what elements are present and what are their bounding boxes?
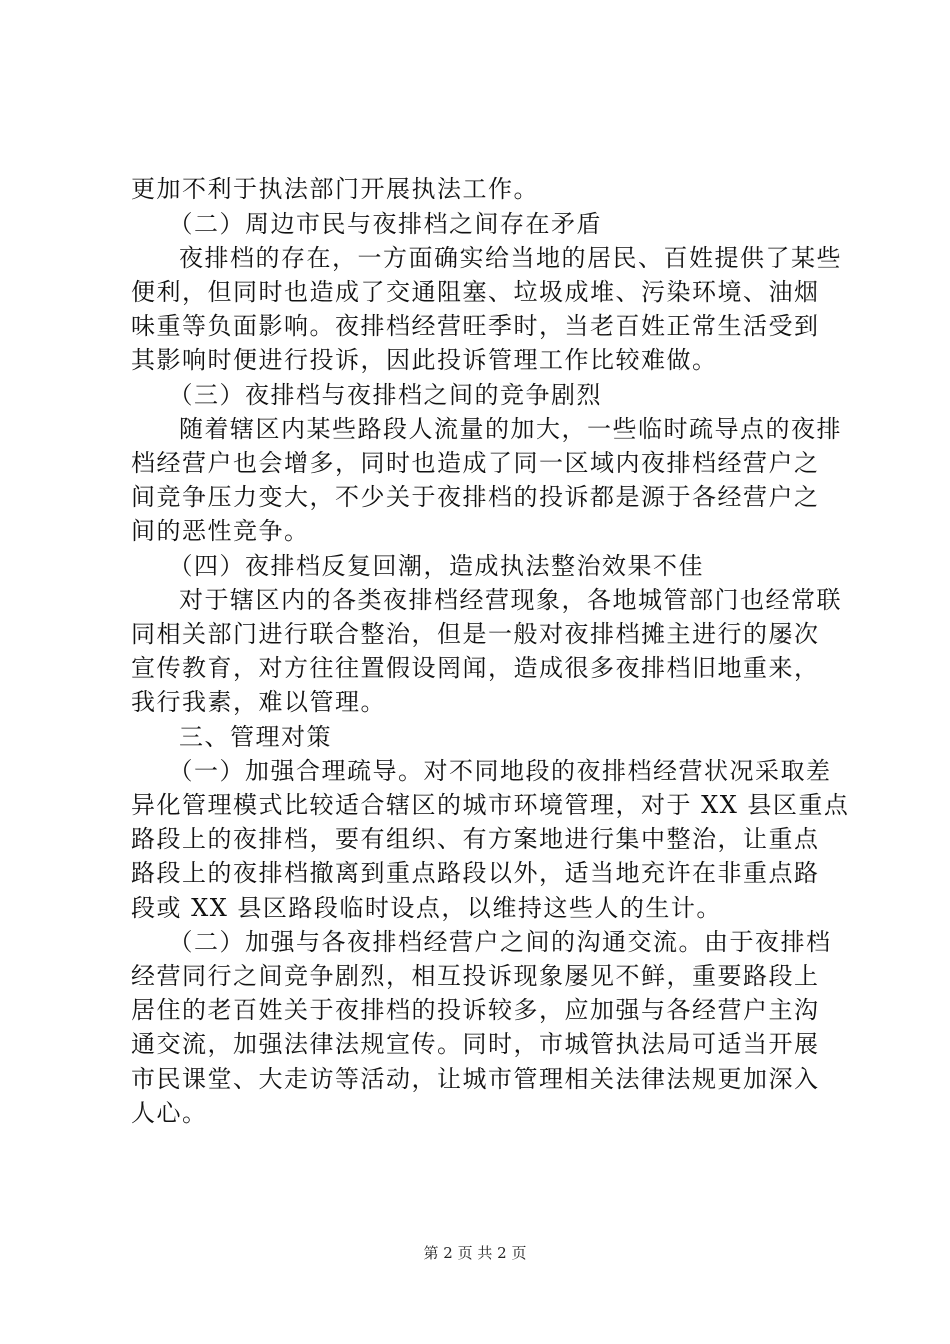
text-line: 异化管理模式比较适合辖区的城市环境管理，对于 XX 县区重点 (131, 791, 850, 819)
text-line: （一）加强合理疏导。对不同地段的夜排档经营状况采取差 (155, 757, 832, 785)
page-number: 第 2 页 共 2 页 (423, 1244, 527, 1262)
chapter-heading: 三、管理对策 (179, 723, 332, 751)
text-line: 段或 XX 县区路段临时设点，以维持这些人的生计。 (131, 894, 722, 922)
text-line: 味重等负面影响。夜排档经营旺季时，当老百姓正常生活受到 (131, 312, 820, 340)
section-heading: （二）周边市民与夜排档之间存在矛盾 (155, 210, 602, 238)
text-line: 宣传教育，对方往往置假设罔闻，造成很多夜排档旧地重来， (131, 654, 820, 682)
text-line: 通交流，加强法律法规宣传。同时，市城管执法局可适当开展 (131, 1030, 820, 1058)
text-line: 路段上的夜排档撤离到重点路段以外，适当地充许在非重点路 (131, 859, 820, 887)
text-line: 同相关部门进行联合整治，但是一般对夜排档摊主进行的屡次 (131, 620, 820, 648)
text-line: 更加不利于执法部门开展执法工作。 (131, 175, 539, 203)
text-line: 间竞争压力变大，不少关于夜排档的投诉都是源于各经营户之 (131, 483, 820, 511)
text-line: 市民课堂、大走访等活动，让城市管理相关法律法规更加深入 (131, 1065, 820, 1093)
text-line: 路段上的夜排档，要有组织、有方案地进行集中整治，让重点 (131, 825, 820, 853)
text-line: 其影响时便进行投诉，因此投诉管理工作比较难做。 (131, 346, 718, 374)
text-line: 居住的老百姓关于夜排档的投诉较多，应加强与各经营户主沟 (131, 996, 820, 1024)
text-line: 档经营户也会增多，同时也造成了同一区域内夜排档经营户之 (131, 449, 820, 477)
text-line: 间的恶性竞争。 (131, 517, 310, 545)
text-line: 对于辖区内的各类夜排档经营现象，各地城管部门也经常联 (179, 586, 842, 614)
text-line: 便利，但同时也造成了交通阻塞、垃圾成堆、污染环境、油烟 (131, 278, 820, 306)
text-line: 随着辖区内某些路段人流量的加大，一些临时疏导点的夜排 (179, 415, 842, 443)
text-line: 夜排档的存在，一方面确实给当地的居民、百姓提供了某些 (179, 244, 842, 272)
text-line: 经营同行之间竞争剧烈，相互投诉现象屡见不鲜，重要路段上 (131, 962, 820, 990)
text-line: （二）加强与各夜排档经营户之间的沟通交流。由于夜排档 (155, 928, 832, 956)
section-heading: （三）夜排档与夜排档之间的竞争剧烈 (155, 381, 602, 409)
section-heading: （四）夜排档反复回潮，造成执法整治效果不佳 (155, 552, 704, 580)
text-line: 人心。 (131, 1099, 208, 1127)
text-line: 我行我素，难以管理。 (131, 688, 386, 716)
